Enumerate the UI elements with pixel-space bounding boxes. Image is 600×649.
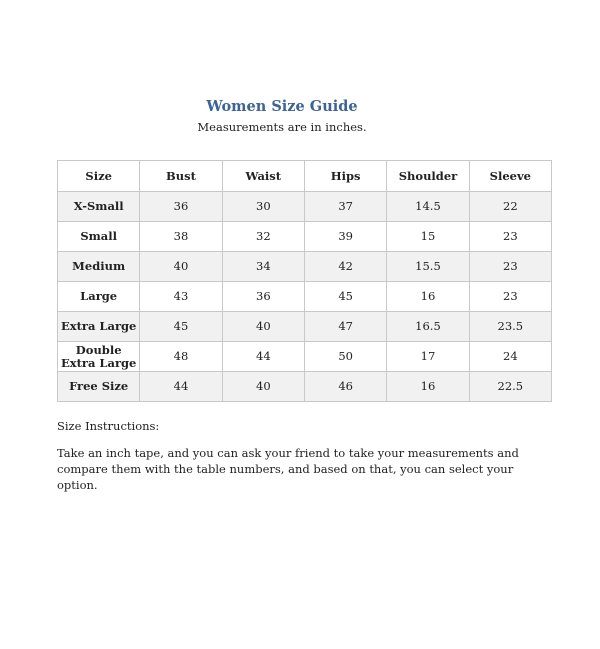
instructions-text: Take an inch tape, and you can ask your friend to take your measurements and compare them with the table numbers, and based on that, you can select your option.	[57, 446, 519, 492]
size-label-cell: Large	[58, 282, 140, 312]
bust-cell: 44	[140, 372, 222, 402]
shoulder-cell: 16.5	[387, 312, 469, 342]
hips-cell: 37	[304, 192, 386, 222]
hips-cell: 46	[304, 372, 386, 402]
column-header-sleeve: Sleeve	[469, 161, 551, 192]
size-label-cell: Extra Large	[58, 312, 140, 342]
size-label-cell: X-Small	[58, 192, 140, 222]
table-row	[58, 252, 552, 282]
size-label-cell: Free Size	[58, 372, 140, 402]
size-table	[57, 160, 552, 402]
shoulder-cell: 16	[387, 282, 469, 312]
column-header-size: Size	[58, 161, 140, 192]
column-header-shoulder: Shoulder	[387, 161, 469, 192]
hips-cell: 47	[304, 312, 386, 342]
waist-cell: 34	[222, 252, 304, 282]
table-row	[58, 282, 552, 312]
column-header-waist: Waist	[222, 161, 304, 192]
bust-cell: 40	[140, 252, 222, 282]
sleeve-cell: 22	[469, 192, 551, 222]
shoulder-cell: 16	[387, 372, 469, 402]
bust-cell: 48	[140, 342, 222, 372]
sleeve-cell: 23.5	[469, 312, 551, 342]
sleeve-cell: 23	[469, 222, 551, 252]
table-header-row	[58, 161, 552, 192]
page-title: Women Size Guide	[206, 98, 358, 115]
hips-cell: 42	[304, 252, 386, 282]
table-row	[58, 192, 552, 222]
hips-cell: 50	[304, 342, 386, 372]
table-row	[58, 342, 552, 372]
sleeve-cell: 23	[469, 282, 551, 312]
sleeve-cell: 23	[469, 252, 551, 282]
table-row	[58, 372, 552, 402]
instructions-heading: Size Instructions:	[57, 419, 160, 433]
waist-cell: 30	[222, 192, 304, 222]
waist-cell: 36	[222, 282, 304, 312]
size-label-cell: Small	[58, 222, 140, 252]
sleeve-cell: 24	[469, 342, 551, 372]
hips-cell: 45	[304, 282, 386, 312]
shoulder-cell: 14.5	[387, 192, 469, 222]
bust-cell: 45	[140, 312, 222, 342]
table-row	[58, 312, 552, 342]
shoulder-cell: 17	[387, 342, 469, 372]
hips-cell: 39	[304, 222, 386, 252]
column-header-hips: Hips	[304, 161, 386, 192]
size-label-cell: Double Extra Large	[58, 342, 140, 372]
column-header-bust: Bust	[140, 161, 222, 192]
size-label-cell: Medium	[58, 252, 140, 282]
waist-cell: 32	[222, 222, 304, 252]
waist-cell: 40	[222, 372, 304, 402]
bust-cell: 36	[140, 192, 222, 222]
sleeve-cell: 22.5	[469, 372, 551, 402]
shoulder-cell: 15	[387, 222, 469, 252]
bust-cell: 38	[140, 222, 222, 252]
bust-cell: 43	[140, 282, 222, 312]
waist-cell: 44	[222, 342, 304, 372]
waist-cell: 40	[222, 312, 304, 342]
table-row	[58, 222, 552, 252]
page-subtitle: Measurements are in inches.	[197, 120, 367, 134]
shoulder-cell: 15.5	[387, 252, 469, 282]
